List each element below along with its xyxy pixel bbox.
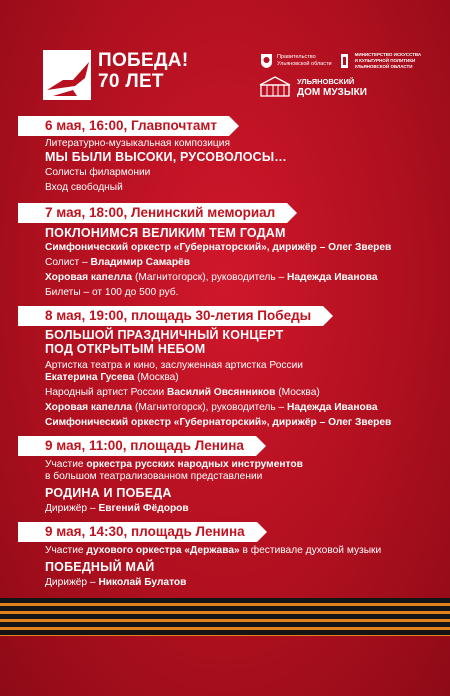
gov-line2: Ульяновской области (277, 61, 332, 67)
event-5-line2: Дирижёр – Николай Булатов (45, 577, 187, 588)
event-2-line1: Симфонический оркестр «Губернаторский», дирижёр – Олег Зверев (45, 242, 392, 253)
event-time: 18:00, (88, 205, 128, 220)
event-5-title: ПОБЕДНЫЙ МАЙ (45, 560, 155, 574)
music-house-logo (258, 76, 367, 98)
logo-line2: 70 ЛЕТ (98, 71, 164, 92)
building-icon (258, 76, 292, 98)
ministry-line1: МИНИСТЕРСТВО ИСКУССТВА (354, 52, 422, 57)
event-2-line4: Билеты – от 100 до 500 руб. (45, 287, 179, 298)
event-3-line1: Артистка театра и кино, заслуженная артистка России (45, 360, 303, 371)
ministry-line3: УЛЬЯНОВСКОЙ ОБЛАСТИ (354, 64, 413, 69)
music-house-line1: УЛЬЯНОВСКИЙ (297, 77, 355, 86)
event-time: 14:30, (88, 524, 128, 539)
event-3-line2: Екатерина Гусева (Москва) (45, 372, 179, 383)
event-4-line2: в большом театрализованном представлении (45, 471, 263, 482)
event-1-title: МЫ БЫЛИ ВЫСОКИ, РУСОВОЛОСЫ… (45, 150, 288, 164)
event-date: 8 мая, (45, 308, 86, 323)
event-1-line2: Вход свободный (45, 182, 123, 193)
event-1-pre: Литературно-музыкальная композиция (45, 138, 230, 149)
music-house-text (297, 76, 367, 98)
event-4-title: РОДИНА И ПОБЕДА (45, 486, 172, 500)
event-3-line5: Симфонический оркестр «Губернаторский», дирижёр – Олег Зверев (45, 417, 392, 428)
logo-line1: ПОБЕДА! (98, 50, 189, 71)
ministry-line2: И КУЛЬТУРНОЙ ПОЛИТИКИ (354, 58, 416, 63)
event-date: 7 мая, (45, 205, 86, 220)
event-3-title-line2: ПОД ОТКРЫТЫМ НЕБОМ (45, 342, 206, 356)
event-time: 11:00, (88, 438, 127, 453)
event-2-line2: Солист – Владимир Самарёв (45, 257, 190, 268)
st-george-ribbon (0, 598, 450, 636)
coat-of-arms-icon (260, 53, 273, 69)
event-time: 19:00, (88, 308, 128, 323)
partner-logos (260, 52, 421, 70)
event-4-line1: Участие оркестра русских народных инструментов (45, 459, 303, 470)
logo-text (98, 50, 188, 92)
event-5-line1: Участие духового оркестра «Держава» в фестивале духовой музыки (45, 545, 382, 556)
event-place: Главпочтамт (131, 118, 218, 133)
event-3-title-line1: БОЛЬШОЙ ПРАЗДНИЧНЫЙ КОНЦЕРТ (45, 328, 284, 342)
event-4-line3: Дирижёр – Евгений Фёдоров (45, 503, 189, 514)
event-1-header (18, 116, 229, 136)
event-place: площадь Ленина (131, 524, 245, 539)
event-3-header (18, 306, 323, 326)
ministry-emblem-icon (338, 53, 351, 69)
event-5-header (18, 522, 257, 542)
event-2-title: ПОКЛОНИМСЯ ВЕЛИКИМ ТЕМ ГОДАМ (45, 226, 286, 240)
event-2-header (18, 203, 287, 223)
event-4-header (18, 436, 256, 456)
event-date: 9 мая, (45, 438, 86, 453)
ministry-logo (338, 52, 422, 70)
music-house-line2: ДОМ МУЗЫКИ (297, 87, 367, 98)
event-date: 6 мая, (45, 118, 86, 133)
event-time: 16:00, (88, 118, 128, 133)
event-1-line1: Солисты филармонии (45, 167, 151, 178)
event-3-line3: Народный артист России Василий Овсянников (Москва) (45, 387, 320, 398)
event-place: площадь Ленина (130, 438, 244, 453)
event-place: Ленинский мемориал (131, 205, 276, 220)
event-date: 9 мая, (45, 524, 86, 539)
gov-line1: Правительство (277, 54, 316, 60)
victory-logo-icon (43, 50, 91, 100)
event-2-line3: Хоровая капелла (Магнитогорск), руководитель – Надежда Иванова (45, 272, 378, 283)
event-place: площадь 30-летия Победы (131, 308, 312, 323)
event-3-line4: Хоровая капелла (Магнитогорск), руководитель – Надежда Иванова (45, 402, 378, 413)
government-logo (260, 52, 332, 70)
